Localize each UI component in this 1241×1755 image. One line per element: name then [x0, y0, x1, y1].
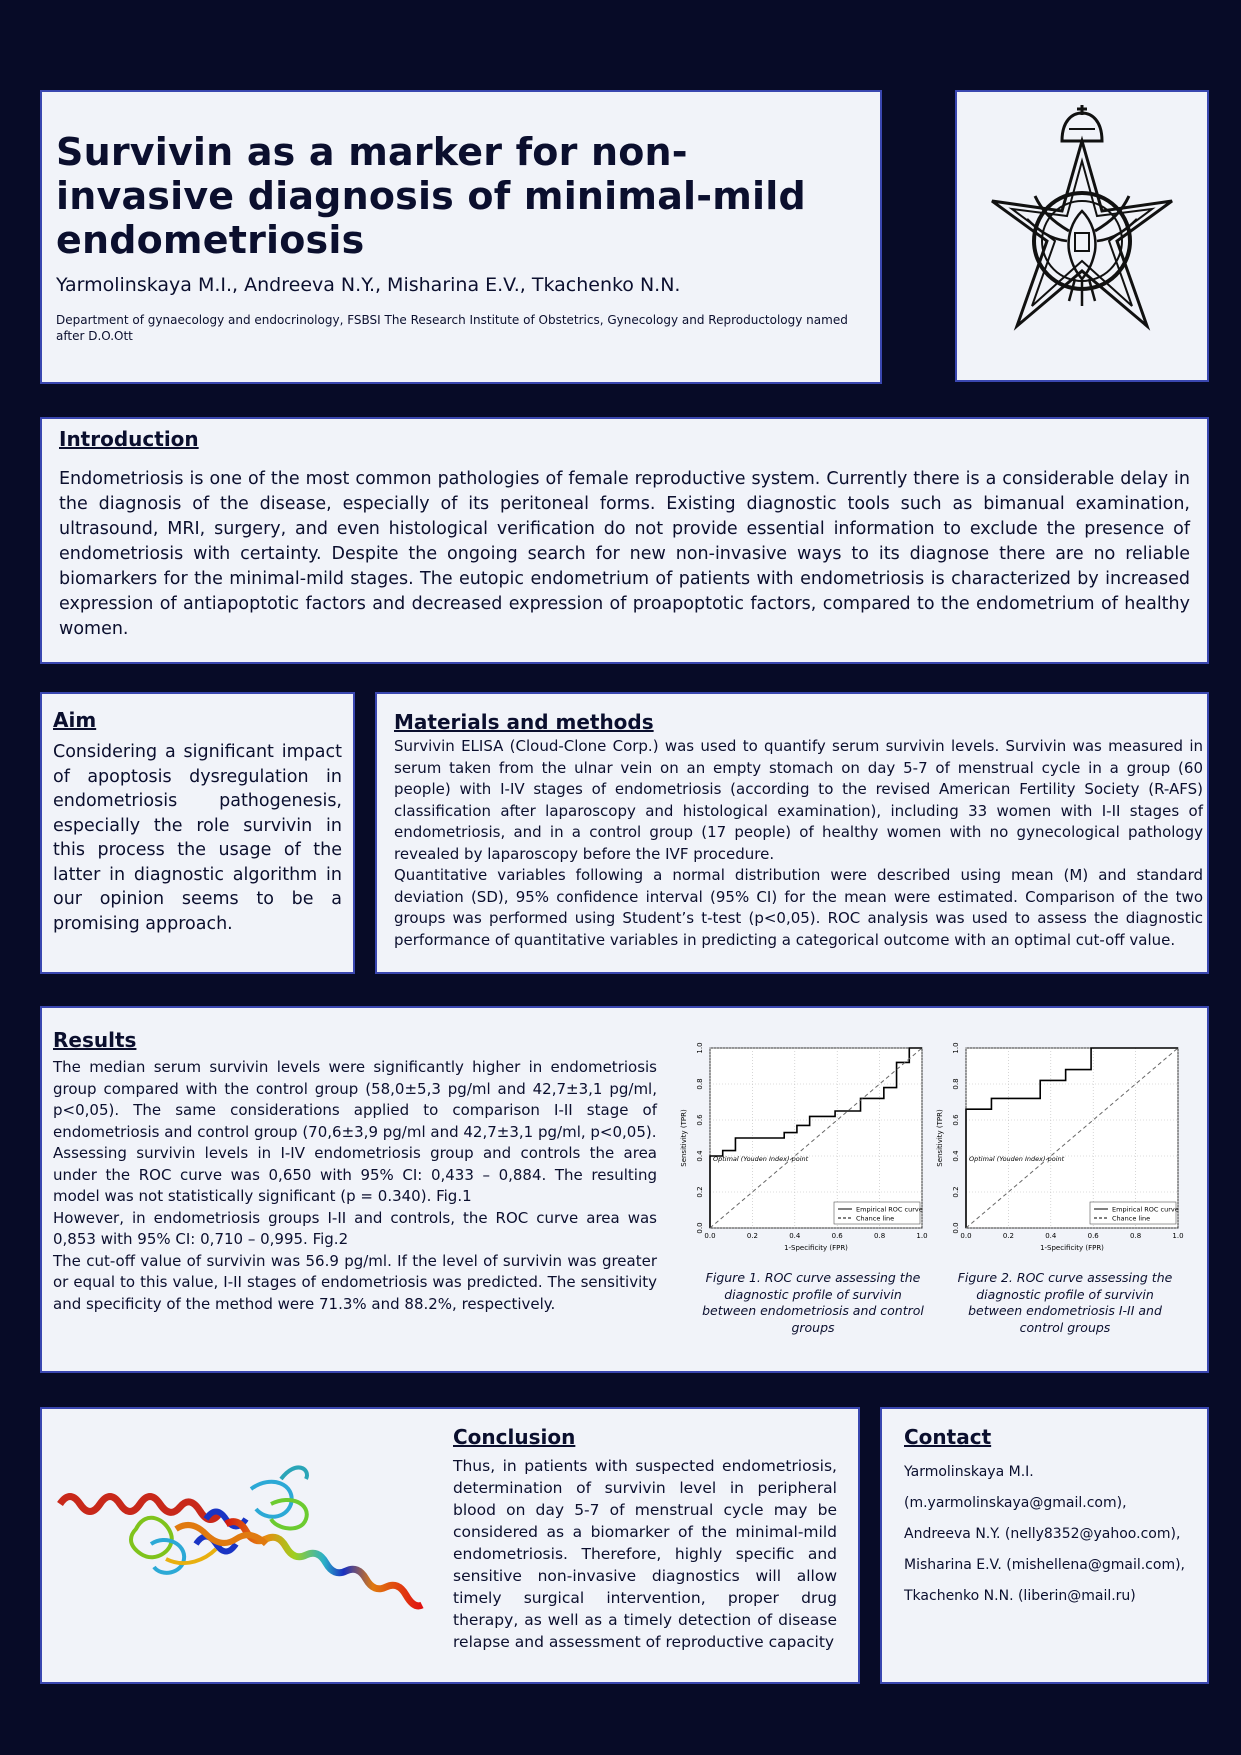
figure-1 [676, 1040, 936, 1255]
x-axis-label: 1-Specificity (FPR) [1040, 1244, 1104, 1252]
x-tick-label: 1.0 [1172, 1232, 1184, 1240]
x-tick-label: 0.0 [960, 1232, 972, 1240]
y-tick-label: 0.4 [952, 1150, 960, 1162]
y-tick-label: 0.2 [952, 1186, 960, 1198]
contact-line: Tkachenko N.N. (liberin@mail.ru) [904, 1588, 1136, 1604]
x-tick-label: 0.6 [831, 1232, 843, 1240]
figure-1-caption: Figure 1. ROC curve assessing the diagnostic profile of survivin between endometriosis and control groups [702, 1270, 924, 1335]
x-tick-label: 1.0 [916, 1232, 928, 1240]
methods-paragraph: Survivin ELISA (Cloud-Clone Corp.) was used to quantify serum survivin levels. Survivin was measured in serum taken from the ulnar vein on an empty stomach on day 5-7 of menstrual cycle in a group (60 people) with I-IV stages of endometriosis (according to the revised American Fertility Society (R-AFS) classification after laparoscopy and histological examination), including 33 women with I-II stages of endometriosis, and in a control group (17 people) of healthy women with no gynecological pathology revealed by laparoscopy before the IVF procedure. [394, 737, 1203, 863]
aim-text: Considering a significant impact of apoptosis dysregulation in endometriosis pathogenesis, especially the role survivin in this process the usage of the latter in diagnostic algorithm in our opinion seems to be a promising approach. [53, 742, 342, 934]
x-tick-label: 0.8 [874, 1232, 886, 1240]
y-tick-label: 0.8 [952, 1078, 960, 1090]
x-tick-label: 0.0 [704, 1232, 716, 1240]
results-heading: Results [53, 1028, 137, 1052]
contact-list [904, 1457, 1185, 1612]
results-panel [40, 1006, 1209, 1373]
results-paragraph: However, in endometriosis groups I-II and controls, the ROC curve area was 0,853 with 95% CI: 0,710 – 0,995. Fig.2 [53, 1208, 657, 1248]
x-tick-label: 0.4 [1045, 1232, 1057, 1240]
introduction-text: Endometriosis is one of the most common pathologies of female reproductive system. Currently there is a considerable delay in the diagnosis of the disease, especially of its peritoneal forms. Existing diagnostic tools such as bimanual examination, ultrasound, MRI, surgery, and even histological verification do not provide essential information to exclude the presence of endometriosis with certainty. Despite the ongoing search for new non-invasive ways to its diagnose there are no reliable biomarkers for the minimal-mild stages. The eutopic endometrium of patients with endometriosis is characterized by increased expression of antiapoptotic factors and decreased expression of proapoptotic factors, compared to the endometrium of healthy women. [59, 469, 1190, 639]
x-tick-label: 0.6 [1087, 1232, 1099, 1240]
aim-panel [40, 692, 355, 974]
conclusion-text: Thus, in patients with suspected endometriosis, determination of survivin level in peripheral blood on day 5-7 of menstrual cycle may be considered as a biomarker of the minimal-mild endometriosis. Therefore, highly specific and sensitive non-invasive diagnostics will allow timely surgical intervention, proper drug therapy, as well as a timely detection of disease relapse and assessment of reproductive capacity [453, 1457, 837, 1651]
methods-heading: Materials and methods [394, 710, 654, 734]
y-tick-label: 1.0 [696, 1042, 704, 1054]
contact-panel [880, 1407, 1209, 1684]
contact-line: (m.yarmolinskaya@gmail.com), [904, 1495, 1127, 1511]
y-tick-label: 0.4 [696, 1150, 704, 1162]
legend-label: Empirical ROC curve [1112, 1205, 1179, 1214]
contact-line: Yarmolinskaya M.I. [904, 1464, 1034, 1480]
results-paragraph: The median serum survivin levels were significantly higher in endometriosis group compared with the control group (58,0±5,3 pg/ml and 42,7±3,1 pg/ml, p<0,05). The same considerations applied to comparison I-II stage of endometriosis and control group (70,6±3,9 pg/ml and 42,7±3,1 pg/ml, p<0,05). [53, 1058, 657, 1141]
y-tick-label: 0.8 [696, 1078, 704, 1090]
y-tick-label: 0.2 [696, 1186, 704, 1198]
annotation-label: Optimal (Youden Index) point [969, 1155, 1065, 1163]
roc-chart-2 [932, 1040, 1192, 1255]
x-tick-label: 0.2 [746, 1232, 758, 1240]
roc-chart-1 [676, 1040, 936, 1255]
title-panel [40, 90, 882, 384]
legend-label: Empirical ROC curve [856, 1205, 923, 1214]
affiliation: Department of gynaecology and endocrinology, FSBSI The Research Institute of Obstetrics, Gynecology and Reproductology named after D.O.Ott [56, 313, 848, 343]
x-tick-label: 0.2 [1002, 1232, 1014, 1240]
methods-paragraph: Quantitative variables following a normal distribution were described using mean (M) and standard deviation (SD), 95% confidence interval (95% CI) for the mean were estimated. Comparison of the two groups was performed using Student’s t-test (p<0,05). ROC analysis was used to assess the diagnostic performance of quantitative variables in predicting a categorical outcome with an optimal cut-off value. [394, 866, 1203, 949]
y-tick-label: 0.0 [952, 1222, 960, 1234]
introduction-panel [40, 417, 1209, 664]
logo-panel [955, 90, 1209, 382]
x-tick-label: 0.4 [789, 1232, 801, 1240]
figure-2 [932, 1040, 1192, 1255]
contact-line: Misharina E.V. (mishellena@gmail.com), [904, 1557, 1185, 1573]
results-text [53, 1057, 657, 1315]
legend-label: Chance line [1112, 1214, 1151, 1223]
conclusion-panel [40, 1407, 860, 1684]
y-axis-label: Sensitivity (TPR) [680, 1109, 688, 1167]
survivin-protein-structure-icon [56, 1449, 426, 1649]
results-paragraph: The cut-off value of survivin was 56.9 pg/ml. If the level of survivin was greater or equal to this value, I-II stages of endometriosis was predicted. The sensitivity and specificity of the method were 71.3% and 88.2%, respectively. [53, 1251, 657, 1313]
introduction-heading: Introduction [59, 427, 199, 451]
conclusion-heading: Conclusion [453, 1425, 576, 1449]
y-tick-label: 1.0 [952, 1042, 960, 1054]
coat-of-arms-icon [977, 101, 1187, 371]
figure-2-caption: Figure 2. ROC curve assessing the diagnostic profile of survivin between endometriosis I-II and control groups [957, 1270, 1173, 1335]
authors: Yarmolinskaya M.I., Andreeva N.Y., Misharina E.V., Tkachenko N.N. [56, 274, 681, 296]
y-tick-label: 0.6 [952, 1114, 960, 1126]
plot-area [966, 1048, 1178, 1228]
methods-panel [375, 692, 1209, 974]
legend-label: Chance line [856, 1214, 895, 1223]
x-axis-label: 1-Specificity (FPR) [784, 1244, 848, 1252]
contact-line: Andreeva N.Y. (nelly8352@yahoo.com), [904, 1526, 1181, 1542]
annotation-label: Optimal (Youden Index) point [713, 1155, 809, 1163]
x-tick-label: 0.8 [1130, 1232, 1142, 1240]
y-tick-label: 0.6 [696, 1114, 704, 1126]
aim-heading: Aim [53, 708, 97, 732]
contact-heading: Contact [904, 1425, 992, 1449]
methods-text [394, 736, 1203, 951]
results-paragraph: Assessing survivin levels in I-IV endometriosis group and controls the area under the ROC curve was 0,650 with 95% CI: 0,433 – 0,884. The resulting model was not statistically significant (p = 0.340). Fig.1 [53, 1144, 657, 1205]
y-axis-label: Sensitivity (TPR) [936, 1109, 944, 1167]
y-tick-label: 0.0 [696, 1222, 704, 1234]
poster-title: Survivin as a marker for non-invasive diagnosis of minimal-mild endometriosis [56, 130, 806, 262]
